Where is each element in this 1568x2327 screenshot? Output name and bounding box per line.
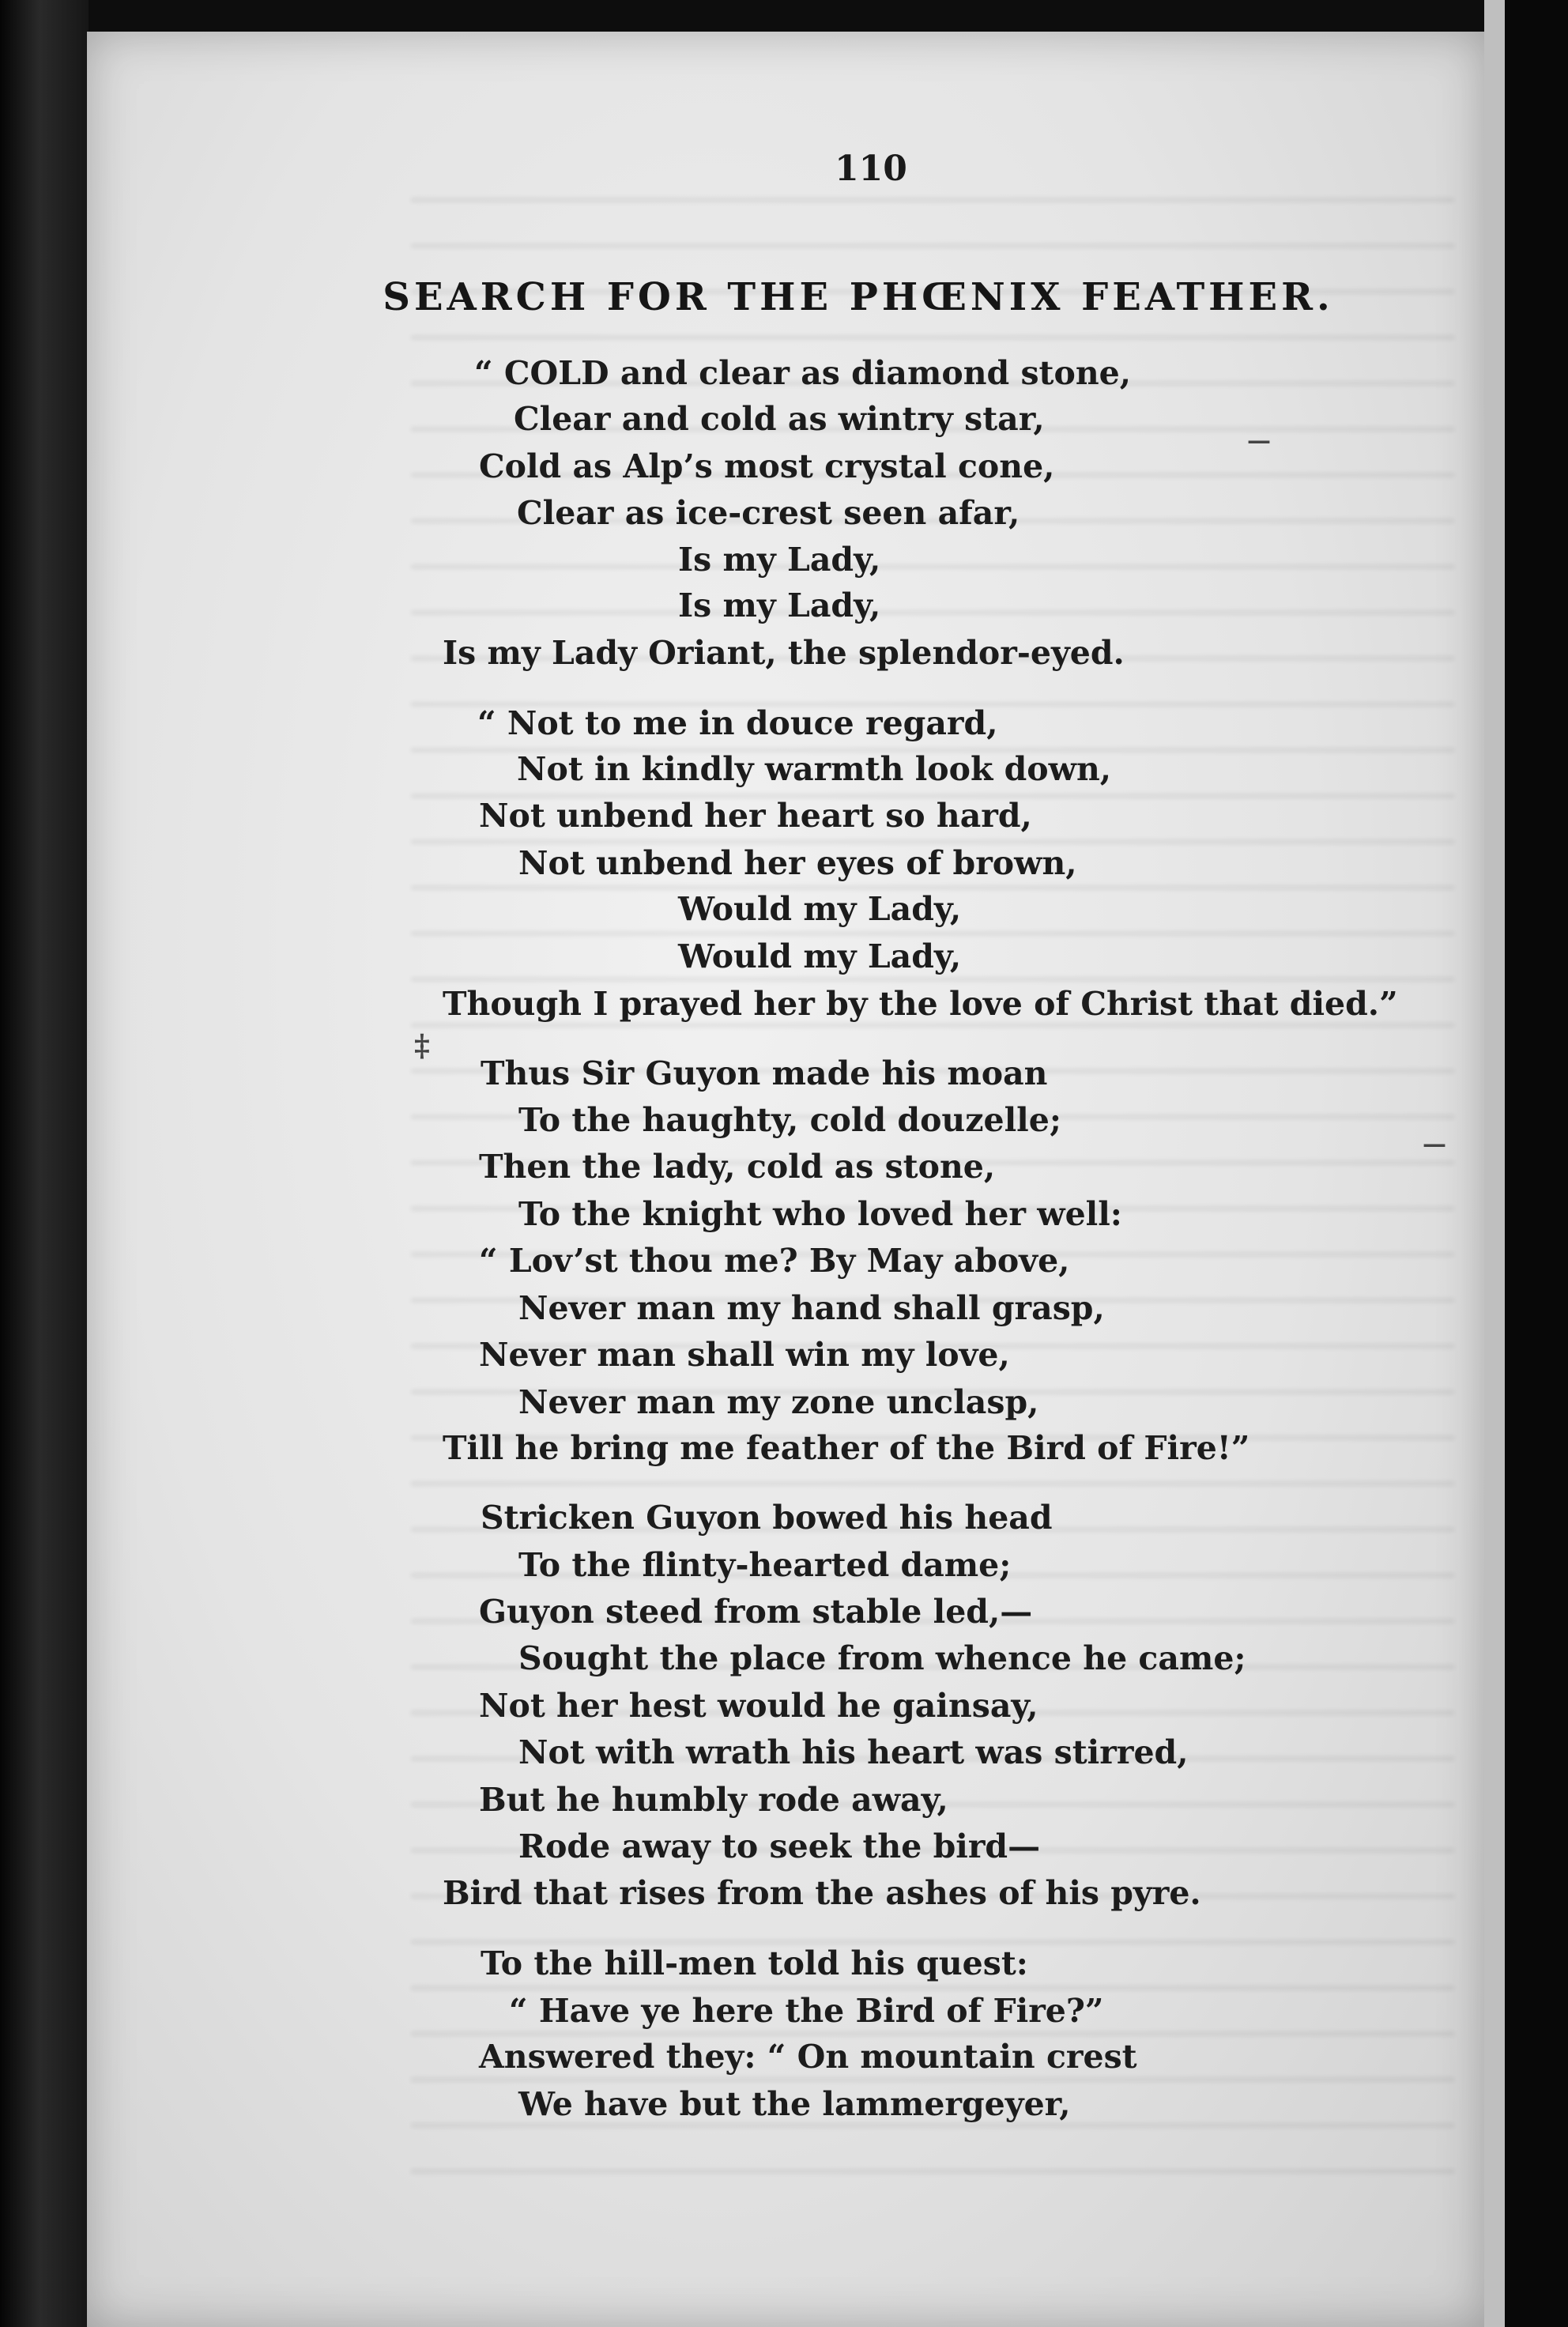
poem-line: “ Lov’st thou me? By May above, — [479, 1242, 1070, 1280]
poem-line: Would my Lady, — [678, 890, 962, 928]
poem-line: Not with wrath his heart was stirred, — [518, 1733, 1189, 1771]
poem-line: Never man my zone unclasp, — [518, 1383, 1039, 1421]
margin-mark: ‡ — [414, 1028, 430, 1063]
poem-title: SEARCH FOR THE PHŒNIX FEATHER. — [383, 275, 1334, 319]
poem-line: Is my Lady Oriant, the splendor-eyed. — [443, 634, 1125, 672]
poem-line: To the haughty, cold douzelle; — [518, 1101, 1061, 1139]
margin-mark: — — [1423, 1130, 1446, 1158]
poem-line: Sought the place from whence he came; — [518, 1639, 1246, 1677]
poem-line: But he humbly rode away, — [479, 1781, 948, 1819]
poem-line: Is my Lady, — [678, 541, 881, 579]
poem-line: Never man my hand shall grasp, — [518, 1289, 1105, 1327]
poem-line: Guyon steed from stable led,— — [479, 1593, 1033, 1631]
poem-line: We have but the lammergeyer, — [518, 2085, 1071, 2123]
poem-line: Is my Lady, — [678, 586, 881, 624]
poem-line: Would my Lady, — [678, 937, 962, 975]
poem-line: “ COLD and clear as diamond stone, — [474, 354, 1131, 392]
poem-line: Not in kindly warmth look down, — [517, 750, 1112, 788]
facing-page-shadow — [1505, 0, 1568, 2327]
poem-line: Bird that rises from the ashes of his pyre. — [443, 1874, 1201, 1912]
poem-line: Till he bring me feather of the Bird of Fire!” — [443, 1429, 1250, 1467]
poem-line: Not unbend her heart so hard, — [479, 797, 1032, 835]
poem-line: Then the lady, cold as stone, — [479, 1148, 996, 1186]
poem-line: “ Not to me in douce regard, — [477, 704, 998, 742]
poem-line: To the knight who loved her well: — [518, 1195, 1122, 1233]
poem-line: To the flinty-hearted dame; — [518, 1546, 1012, 1584]
poem-line: Clear as ice-crest seen afar, — [517, 494, 1020, 532]
book-spine-shadow — [0, 0, 89, 2327]
page-number: 110 — [835, 149, 907, 189]
poem-line: Never man shall win my love, — [479, 1336, 1010, 1374]
poem-line: Thus Sir Guyon made his moan — [481, 1054, 1048, 1092]
poem-line: Not unbend her eyes of brown, — [518, 844, 1077, 882]
poem-line: To the hill-men told his quest: — [481, 1944, 1028, 1982]
poem-line: “ Have ye here the Bird of Fire?” — [509, 1992, 1104, 2030]
margin-mark: — — [1247, 427, 1271, 454]
poem-line: Answered they: “ On mountain crest — [479, 2038, 1137, 2076]
poem-line: Not her hest would he gainsay, — [479, 1687, 1038, 1725]
page-edge-strip — [1484, 0, 1505, 2327]
poem-line: Clear and cold as wintry star, — [514, 400, 1045, 438]
poem-line: Cold as Alp’s most crystal cone, — [479, 447, 1055, 485]
poem-line: Stricken Guyon bowed his head — [481, 1499, 1053, 1537]
poem-line: Though I prayed her by the love of Christ that died.” — [443, 985, 1398, 1023]
poem-line: Rode away to seek the bird— — [518, 1827, 1041, 1865]
